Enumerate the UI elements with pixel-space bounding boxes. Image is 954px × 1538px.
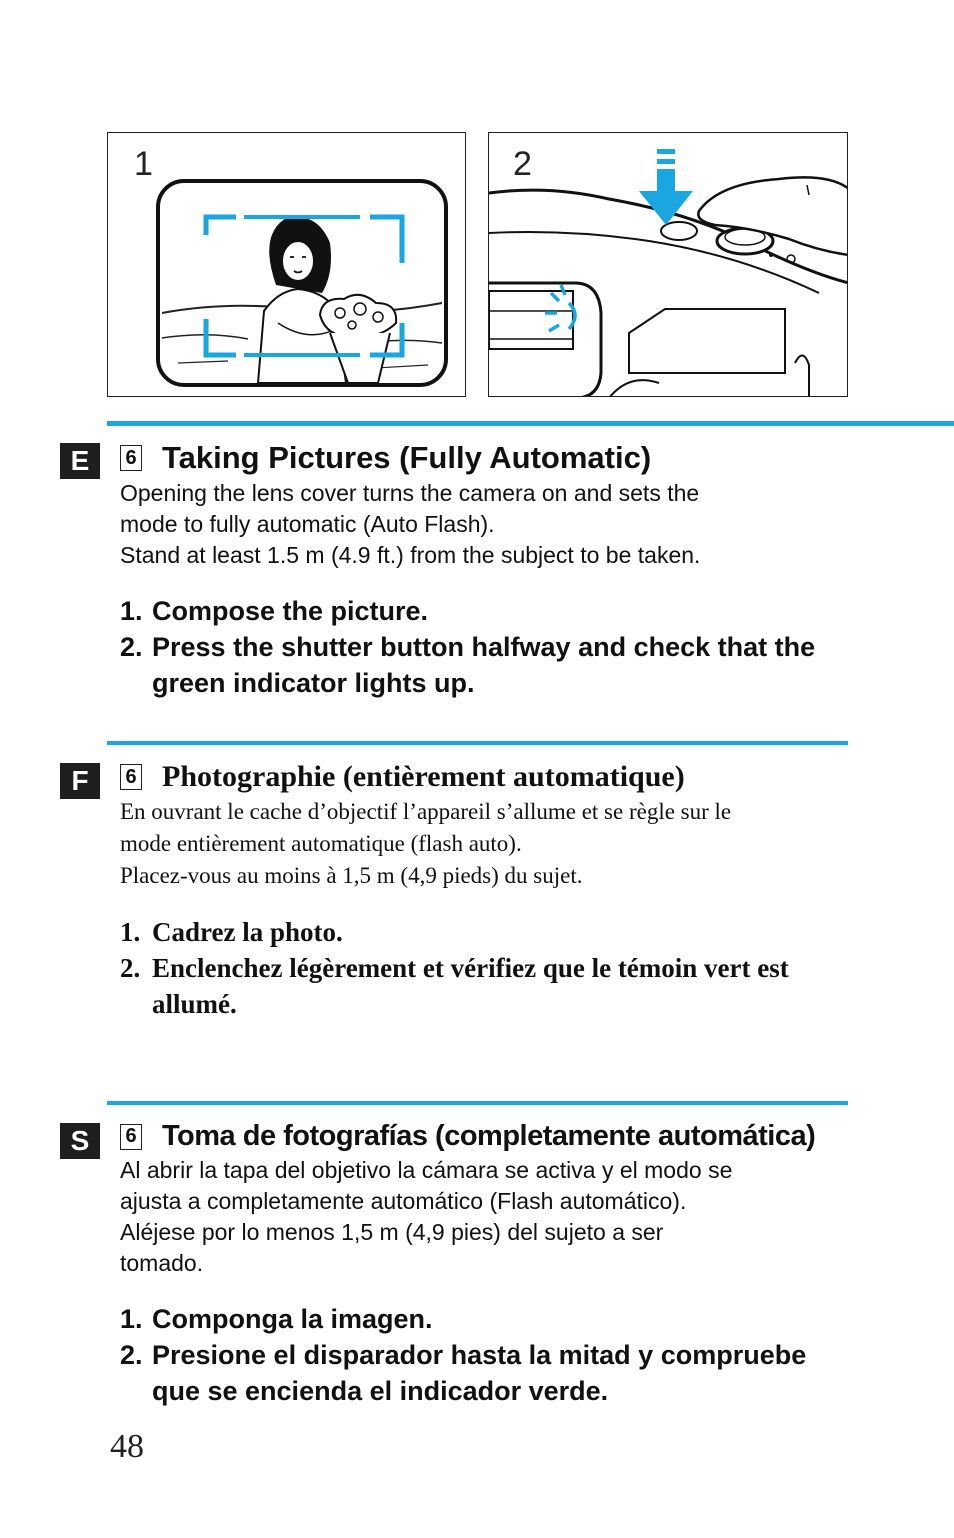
step-index: 2. [120,632,143,662]
section-title: Photographie (entièrement automatique) [162,760,685,793]
body-line: Placez-vous au moins à 1,5 m (4,9 pieds) du sujet. [120,863,583,888]
step-index: 2. [120,1340,143,1370]
instruction-step [120,950,850,1022]
section-divider-french [107,741,848,745]
step-index: 2. [120,953,141,983]
body-line: En ouvrant le cache d’objectif l’appareil s’allume et se règle sur le [120,799,732,824]
step-text: Componga la imagen. [152,1304,433,1334]
instruction-step [120,593,850,629]
step-number-box: 6 [120,764,142,790]
step-index: 1. [120,1304,143,1334]
camera-top-illustration [489,133,848,397]
body-line: tomado. [120,1250,204,1276]
body-line: mode entièrement automatique (flash auto). [120,831,522,856]
step-number-box: 6 [120,1124,142,1150]
body-line: Stand at least 1.5 m (4.9 ft.) from the subject to be taken. [120,542,701,568]
instruction-step [120,1301,850,1337]
step-index: 1. [120,917,141,947]
language-badge-spanish: S [60,1123,100,1159]
section-french [120,760,850,1022]
body-line: ajusta a completamente automático (Flash automático). [120,1188,687,1214]
section-heading [120,440,850,476]
step-text: Enclenchez légèrement et vérifiez que le témoin vert est allumé. [152,953,789,1019]
step-text: Cadrez la photo. [152,917,343,947]
instruction-steps [120,1301,850,1409]
body-line: Opening the lens cover turns the camera on and sets the [120,480,700,506]
page-number: 48 [110,1428,144,1465]
section-heading [120,760,850,794]
viewfinder-illustration [108,133,466,397]
instruction-step [120,629,850,701]
section-divider-english [107,421,954,426]
step-number-box: 6 [120,445,142,471]
section-spanish [120,1120,850,1409]
figure-label: 1 [134,145,153,183]
step-text: Press the shutter button halfway and check that the green indicator lights up. [152,632,816,698]
body-line: Al abrir la tapa del objetivo la cámara se activa y el modo se [120,1157,733,1183]
section-title: Toma de fotografías (completamente automática) [162,1120,816,1152]
section-divider-spanish [107,1101,848,1105]
step-text: Presione el disparador hasta la mitad y compruebe que se encienda el indicador verde. [152,1340,807,1406]
figure-viewfinder [107,132,466,397]
step-text: Compose the picture. [152,596,429,626]
step-index: 1. [120,596,143,626]
instruction-step [120,1337,850,1409]
body-line: mode to fully automatic (Auto Flash). [120,511,495,537]
language-badge-english: E [60,443,100,479]
instruction-steps [120,593,850,701]
body-line: Aléjese por lo menos 1,5 m (4,9 pies) del sujeto a ser [120,1219,664,1245]
instruction-step [120,914,850,950]
section-heading [120,1120,850,1153]
language-badge-french: F [60,763,100,799]
section-title: Taking Pictures (Fully Automatic) [162,440,652,475]
section-english [120,440,850,701]
instruction-steps [120,914,850,1022]
figure-shutter-button [488,132,848,397]
figure-label: 2 [513,145,532,183]
